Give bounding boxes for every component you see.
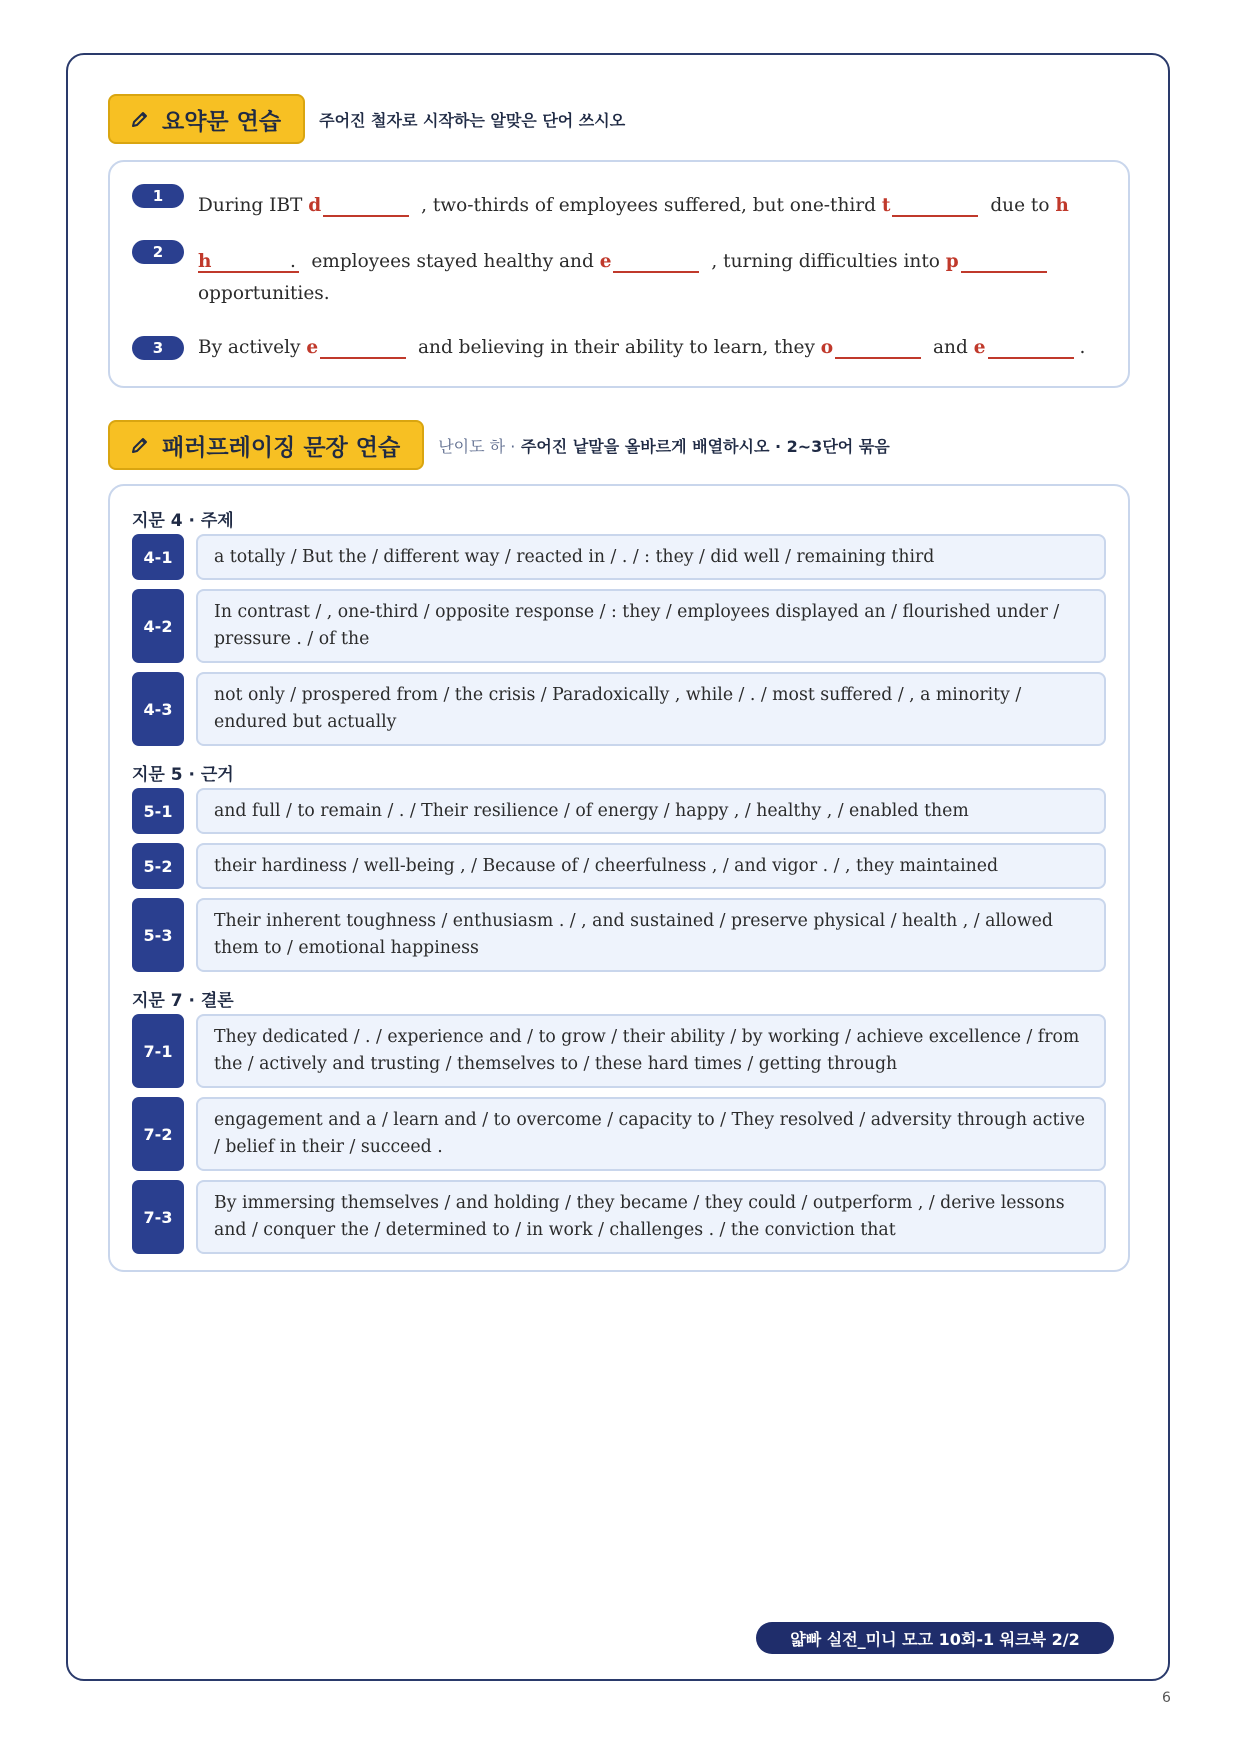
arrange-row (132, 1180, 1106, 1254)
word-chunks: their hardiness / well-being , / Because of / cheerfulness , / and vigor . / , they maintained (196, 843, 1106, 889)
paraphrase-section-title: 패러프레이징 문장 연습 (162, 434, 401, 461)
arrange-row (132, 1097, 1106, 1171)
pencil-icon (130, 435, 150, 455)
arrange-row (132, 589, 1106, 663)
answer-blank[interactable] (213, 247, 299, 273)
answer-blank[interactable] (835, 333, 921, 359)
answer-blank[interactable] (323, 191, 409, 217)
answer-blank[interactable] (320, 333, 406, 359)
summary-section-title: 요약문 연습 (162, 108, 282, 135)
word-chunks: engagement and a / learn and / to overcome / capacity to / They resolved / adversity through active / belief in their / succeed . (196, 1097, 1106, 1171)
answer-blank[interactable] (961, 247, 1047, 273)
group-label: 지문 5 · 근거 (132, 765, 234, 785)
word-chunks: and full / to remain / . / Their resilience / of energy / happy , / healthy , / enabled them (196, 788, 1106, 834)
item-number: 1 (132, 184, 184, 208)
arrange-row (132, 672, 1106, 746)
difficulty-label: 난이도 하 · (438, 436, 516, 456)
row-number: 7-3 (132, 1180, 184, 1254)
row-number: 5-2 (132, 843, 184, 889)
paraphrase-section-header (108, 420, 890, 470)
word-chunks: not only / prospered from / the crisis / Paradoxically , while / . / most suffered / , a minority / endured but actually (196, 672, 1106, 746)
summary-sentence: During IBT d , two-thirds of employees suffered, but one-third t due to h. (198, 178, 1106, 290)
arrange-row (132, 788, 1106, 834)
pencil-icon (130, 109, 150, 129)
arrange-row (132, 534, 1106, 580)
group-label: 지문 4 · 주제 (132, 511, 234, 531)
arrange-row (132, 843, 1106, 889)
answer-blank[interactable] (613, 247, 699, 273)
summary-section-header (108, 94, 625, 144)
answer-blank[interactable] (988, 333, 1074, 359)
item-number: 3 (132, 336, 184, 360)
arrange-row (132, 898, 1106, 972)
summary-sentence: h employees stayed healthy and e , turning difficulties into p opportunities. (198, 234, 1106, 306)
paraphrase-instruction: 난이도 하 · 주어진 낱말을 올바르게 배열하시오 · 2~3단어 묶음 (438, 436, 890, 456)
row-number: 4-1 (132, 534, 184, 580)
answer-blank[interactable] (892, 191, 978, 217)
row-number: 4-2 (132, 589, 184, 663)
row-number: 4-3 (132, 672, 184, 746)
word-chunks: They dedicated / . / experience and / to grow / their ability / by working / achieve excellence / from the / actively and trusting / themselves to / these hard times / getting through (196, 1014, 1106, 1088)
word-chunks: a totally / But the / different way / reacted in / . / : they / did well / remaining third (196, 534, 1106, 580)
paraphrase-card (108, 484, 1130, 1272)
row-number: 5-1 (132, 788, 184, 834)
item-number: 2 (132, 240, 184, 264)
workbook-footer-label: 얇빠 실전_미니 모고 10회-1 워크북 2/2 (756, 1622, 1114, 1654)
word-chunks: Their inherent toughness / enthusiasm . / , and sustained / preserve physical / health , / allowed them to / emotional happiness (196, 898, 1106, 972)
summary-card (108, 160, 1130, 388)
word-chunks: By immersing themselves / and holding / they became / they could / outperform , / derive lessons and / conquer the / determined to / in work / challenges . / the conviction that (196, 1180, 1106, 1254)
row-number: 7-2 (132, 1097, 184, 1171)
row-number: 7-1 (132, 1014, 184, 1088)
summary-section-tag (108, 94, 305, 144)
summary-instruction: 주어진 철자로 시작하는 알맞은 단어 쓰시오 (319, 110, 626, 130)
word-chunks: In contrast / , one-third / opposite response / : they / employees displayed an / flourished under / pressure . / of the (196, 589, 1106, 663)
summary-sentence: By actively e and believing in their ability to learn, they o and e . (198, 320, 1106, 376)
row-number: 5-3 (132, 898, 184, 972)
arrange-row (132, 1014, 1106, 1088)
page-number: 6 (1162, 1690, 1171, 1706)
paraphrase-section-tag (108, 420, 424, 470)
group-label: 지문 7 · 결론 (132, 991, 234, 1011)
